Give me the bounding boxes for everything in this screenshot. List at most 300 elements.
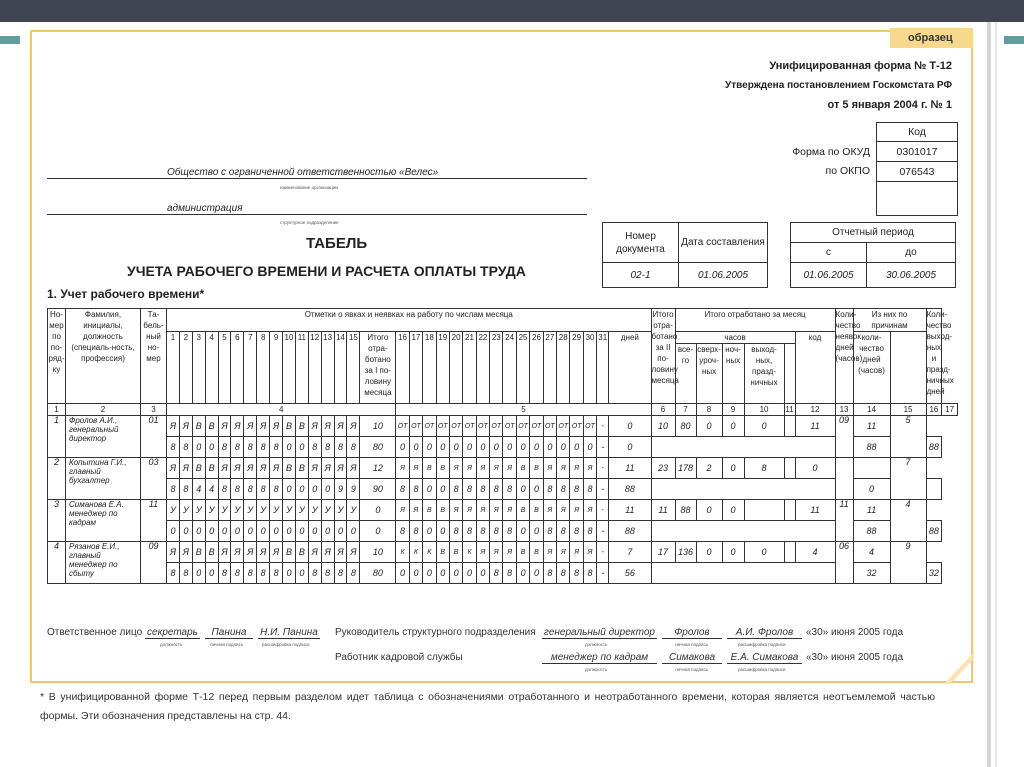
mark-code: ОТ [503,416,516,437]
col-number: 16 [926,404,942,416]
mark-code: Я [231,416,244,437]
hours-value: 0 [463,437,476,458]
hours-value: 0 [557,437,570,458]
mark-code: В [436,458,449,479]
mark-code: У [321,500,334,521]
hours-value: 8 [570,479,583,500]
doc-date-header: Дата составления [679,223,768,263]
th-day: 28 [557,332,570,404]
hours-value: 0 [257,521,270,542]
mark-code: В [283,416,296,437]
hours-value: 8 [218,437,231,458]
hours-value: 8 [231,563,244,584]
org-caption: наименование организации [280,185,338,190]
mark-code: Я [179,416,192,437]
hours-value: 8 [179,479,192,500]
hr-signature: Симакова [662,652,722,664]
row-number: 2 [48,458,66,500]
mark-code: - [597,500,609,521]
absent-hours: 88 [853,437,890,458]
hours-value: 0 [205,563,218,584]
mark-code: ОТ [557,416,570,437]
hours-value: 0 [409,437,422,458]
mark-code: Я [463,500,476,521]
th-holiday: выход-ных, празд-ничных [744,344,784,404]
period-header: Отчетный период [791,223,956,243]
night: 0 [722,542,744,563]
half2-hours: 88 [609,521,651,542]
mark-code: У [334,500,347,521]
col-number: 13 [835,404,853,416]
half2-days: 7 [609,542,651,563]
mark-code: Я [270,542,283,563]
hours-value: 8 [218,479,231,500]
col-number: 2 [66,404,141,416]
mark-code: Я [583,458,596,479]
form-name: Унифицированная форма № Т-12 [769,60,952,72]
absent-days: 11 [795,416,835,437]
weekend-days: 5 [890,416,926,458]
th-day: 2 [179,332,192,404]
mark-code: К [463,542,476,563]
reason-days: 11 [853,500,890,521]
col-number: 11 [785,405,794,414]
hours-value: 0 [423,479,436,500]
hours-value: 0 [516,521,529,542]
col-number: 9 [722,404,744,416]
mark-code: Я [490,458,503,479]
th-day: 26 [530,332,543,404]
mark-code: Я [167,542,180,563]
absent-days: 0 [795,458,835,479]
mark-code: У [244,500,257,521]
th-day: 22 [476,332,489,404]
reason-days: 4 [853,542,890,563]
overtime: 0 [696,500,722,521]
th-day: 5 [218,332,231,404]
hours-value: 8 [334,563,347,584]
hours-value: 8 [244,563,257,584]
half1-hours: 90 [360,479,396,500]
mark-code: Я [231,542,244,563]
mark-code: - [597,542,609,563]
hr-date: «30» июня 2005 года [806,652,904,663]
title-main: УЧЕТА РАБОЧЕГО ВРЕМЕНИ И РАСЧЕТА ОПЛАТЫ ТРУДА [127,263,526,279]
section-title: 1. Учет рабочего времени* [47,287,205,301]
hours-value: 0 [270,521,283,542]
hours-value: 8 [543,563,556,584]
mark-code: Я [218,416,231,437]
th-absent: Коли-чество неявок дней (часов) [835,309,853,404]
hours-value: - [597,437,609,458]
holiday-hours [744,500,784,521]
mark-code: ОТ [463,416,476,437]
mark-code: Я [476,500,489,521]
doc-num-value: 02-1 [603,263,679,288]
half1-days: 12 [360,458,396,479]
mark-code: Я [543,458,556,479]
hours-value: 8 [396,521,409,542]
hr-name: Е.А. Симакова [727,652,802,664]
hours-value: 0 [321,479,334,500]
hours-value: 8 [231,437,244,458]
mark-code: Я [476,542,489,563]
th-day: 1 [167,332,180,404]
cap-sig-3: личная подпись [675,667,709,672]
mark-code: В [295,458,308,479]
mark-code: Я [503,500,516,521]
footnote: * В унифицированной форме Т-12 перед первым разделом идет таблица с обозначениями отработанного и неотработанного времени, которая является неотъемлемой частью формы. Эти обозначения представлены на стр. 44. [40,691,935,722]
hours-value: 0 [192,437,205,458]
th-day: 24 [503,332,516,404]
th-total: все-го [675,344,696,404]
mark-code: В [192,542,205,563]
hours-value: 0 [530,479,543,500]
hours-value: 0 [334,521,347,542]
hours-value: 0 [423,563,436,584]
hours-value: 0 [449,437,462,458]
mark-code: У [270,500,283,521]
th-day: 23 [490,332,503,404]
hours-value: 0 [423,437,436,458]
hours-value: 8 [179,437,192,458]
month-days: 17 [651,542,675,563]
mark-code: Я [308,458,321,479]
code-header: Код [877,123,958,142]
mark-code: Я [570,542,583,563]
col-number: 7 [675,404,696,416]
mark-code: Я [167,458,180,479]
half2-hours: 88 [609,479,651,500]
right-stripe-2 [995,22,997,767]
hours-value: 0 [436,521,449,542]
reason-hours: 88 [926,437,942,458]
mark-code: У [295,500,308,521]
empty [784,416,795,437]
hours-value: 8 [543,479,556,500]
holiday-hours: 0 [744,416,784,437]
hours-value: 8 [179,563,192,584]
half1-hours: 80 [360,437,396,458]
mark-code: Я [347,542,360,563]
reason-code: 06 [835,542,853,584]
mark-code: - [597,458,609,479]
cap-name-1: расшифровка подписи [262,642,310,647]
mark-code: ОТ [583,416,596,437]
th-day: 18 [423,332,436,404]
period-from-header: с [791,243,867,263]
hours-value: 0 [179,521,192,542]
reason-days [853,458,890,479]
okud-label: Форма по ОКУД [792,146,870,158]
hours-value: 0 [283,479,296,500]
mark-code: В [192,416,205,437]
empty-span [651,479,835,500]
mark-code: У [179,500,192,521]
mark-code: Я [570,500,583,521]
th-day: 16 [396,332,409,404]
hours-value: 8 [257,563,270,584]
mark-code: ОТ [423,416,436,437]
half1-days: 10 [360,542,396,563]
hours-value: 0 [436,563,449,584]
absent-hours: 32 [853,563,890,584]
hours-value: 8 [583,563,596,584]
hr-label: Работник кадровой службы [335,652,463,663]
th-day: 12 [308,332,321,404]
okpo-label: по ОКПО [825,165,870,177]
mark-code: В [423,458,436,479]
reason-hours: 88 [926,521,942,542]
dept-name: администрация [47,203,587,215]
hours-value: - [597,563,609,584]
hours-value: 8 [503,479,516,500]
mark-code: Я [218,458,231,479]
hours-value: 0 [476,437,489,458]
hours-value: 0 [543,437,556,458]
mark-code: Я [231,458,244,479]
th-weekend: Коли-чество выход-ных и празд-ничных дней [926,309,942,404]
head-label: Руководитель структурного подразделения [335,627,536,638]
mark-code: Я [270,416,283,437]
th-day: 15 [347,332,360,404]
th-day: 9 [270,332,283,404]
mark-code: В [530,542,543,563]
half1-hours: 0 [360,521,396,542]
hours-value: - [597,479,609,500]
hours-value: - [597,521,609,542]
employee-name: Рязанов Е.И., главный менеджер по сбыту [66,542,141,584]
resp-position: секретарь [145,627,200,639]
hours-value: 0 [192,521,205,542]
head-signature: Фролов [662,627,722,639]
reason-hours [926,479,942,500]
mark-code: ОТ [409,416,422,437]
mark-code: Я [308,416,321,437]
th-code: код [795,332,835,404]
mark-code: В [295,416,308,437]
th-tab: Та-бель-ный но-мер [141,309,167,404]
hours-value: 0 [205,437,218,458]
hours-value: 0 [244,521,257,542]
doc-number-table [602,222,768,288]
th-night: ноч-ных [722,344,744,404]
overtime: 0 [696,542,722,563]
empty-span [651,437,835,458]
absent-hours: 88 [853,521,890,542]
mark-code: Я [490,542,503,563]
hours-value: 8 [167,437,180,458]
hours-value: 0 [295,437,308,458]
resp-label: Ответственное лицо [47,627,143,638]
hours-value: 0 [192,563,205,584]
hours-value: 8 [583,521,596,542]
hours-value: 8 [409,479,422,500]
hours-value: 0 [583,437,596,458]
empty [784,542,795,563]
holiday-hours: 0 [744,542,784,563]
hours-value: 0 [423,521,436,542]
mark-code: В [516,500,529,521]
hours-value: 8 [543,521,556,542]
th-day: 4 [205,332,218,404]
mark-code: Я [557,458,570,479]
approval-date: от 5 января 2004 г. № 1 [827,99,952,111]
hours-value: 0 [503,437,516,458]
hours-value: 0 [516,437,529,458]
hours-value: 8 [167,479,180,500]
th-day: 10 [283,332,296,404]
hours-value: 8 [557,521,570,542]
hours-value: 0 [167,521,180,542]
mark-code: Я [257,458,270,479]
holiday-hours: 8 [744,458,784,479]
th-days: дней [609,332,651,404]
approval-line: Утверждена постановлением Госкомстата РФ [725,80,952,91]
head-name: А.И. Фролов [727,627,802,639]
mark-code: В [295,542,308,563]
reason-hours: 32 [926,563,942,584]
hours-value: 0 [231,521,244,542]
hours-value: 8 [583,479,596,500]
mark-code: Я [476,458,489,479]
mark-code: К [409,542,422,563]
half2-hours: 56 [609,563,651,584]
mark-code: Я [270,458,283,479]
month-hours: 80 [675,416,696,437]
right-stripe [987,22,991,767]
hours-value: 8 [463,479,476,500]
half1-hours: 80 [360,563,396,584]
hours-value: 0 [347,521,360,542]
th-day: 27 [543,332,556,404]
weekend-days: 9 [890,542,926,584]
hours-value: 8 [270,563,283,584]
mark-code: Я [334,542,347,563]
overtime: 2 [696,458,722,479]
mark-code: В [192,458,205,479]
left-accent [0,36,20,44]
mark-code: В [423,500,436,521]
mark-code: В [205,458,218,479]
hours-value: 8 [449,479,462,500]
okud-value: 0301017 [877,142,958,162]
hours-value: 8 [557,563,570,584]
th-half2: Итого отра-ботано за II по-ловину месяца [651,309,675,404]
mark-code: Я [543,500,556,521]
overtime: 0 [696,416,722,437]
mark-code: У [308,500,321,521]
mark-code: Я [449,500,462,521]
mark-code: Я [570,458,583,479]
mark-code: Я [449,458,462,479]
th-day: 20 [449,332,462,404]
hours-value: 0 [476,563,489,584]
mark-code: ОТ [449,416,462,437]
mark-code: Я [244,458,257,479]
th-day: 17 [409,332,422,404]
employee-name: Фролов А.И., генеральный директор [66,416,141,458]
mark-code: Я [557,542,570,563]
hours-value: 0 [283,521,296,542]
mark-code: Я [557,500,570,521]
absent-hours: 0 [853,479,890,500]
hours-value: 4 [205,479,218,500]
hours-value: 8 [490,521,503,542]
hours-value: 0 [218,521,231,542]
mark-code: Я [409,458,422,479]
title-tabel: ТАБЕЛЬ [306,235,368,252]
mark-code: Я [583,542,596,563]
hours-value: 0 [308,521,321,542]
mark-code: Я [179,458,192,479]
doc-num-header: Номер документа [603,223,679,263]
th-over: сверх-уроч-ных [696,344,722,404]
cap-sig-1: личная подпись [210,642,244,647]
mark-code: ОТ [530,416,543,437]
th-day: 11 [295,332,308,404]
empty [784,458,795,479]
hours-value: 8 [503,521,516,542]
absent-days: 4 [795,542,835,563]
hours-value: 0 [321,521,334,542]
mark-code: В [530,500,543,521]
col-number: 8 [696,404,722,416]
mark-code: Я [244,542,257,563]
hours-value: 8 [490,479,503,500]
mark-code: Я [167,416,180,437]
hours-value: 0 [295,479,308,500]
hours-value: 8 [244,479,257,500]
col-number: 17 [942,404,958,416]
mark-code: Я [347,458,360,479]
half1-days: 0 [360,500,396,521]
period-to-header: до [867,243,956,263]
mark-code: Я [308,542,321,563]
sample-badge: образец [890,28,973,48]
th-day: 31 [597,332,609,404]
hours-value: 4 [192,479,205,500]
tab-number: 09 [141,542,167,584]
mark-code: У [205,500,218,521]
empty [784,500,795,521]
th-day: 8 [257,332,270,404]
col-number: 3 [141,404,167,416]
col-number: 15 [890,404,926,416]
employee-name: Копытина Г.И., главный бухгалтер [66,458,141,500]
mark-code: ОТ [570,416,583,437]
half2-days: 11 [609,500,651,521]
th-month: Итого отработано за месяц [675,309,835,332]
mark-code: Я [321,542,334,563]
code-empty [877,182,958,216]
mark-code: У [192,500,205,521]
employee-name: Симанова Е.А. менеджер по кадрам [66,500,141,542]
right-accent [1004,36,1024,44]
mark-code: У [257,500,270,521]
hours-value: 8 [503,563,516,584]
doc-date-value: 01.06.2005 [679,263,768,288]
hours-value: 8 [463,521,476,542]
period-table [790,222,956,288]
month-days: 11 [651,500,675,521]
th-day: 19 [436,332,449,404]
half2-days: 0 [609,416,651,437]
codes-table [876,122,958,216]
hours-value: 8 [231,479,244,500]
mark-code: В [516,458,529,479]
hours-value: 8 [557,479,570,500]
